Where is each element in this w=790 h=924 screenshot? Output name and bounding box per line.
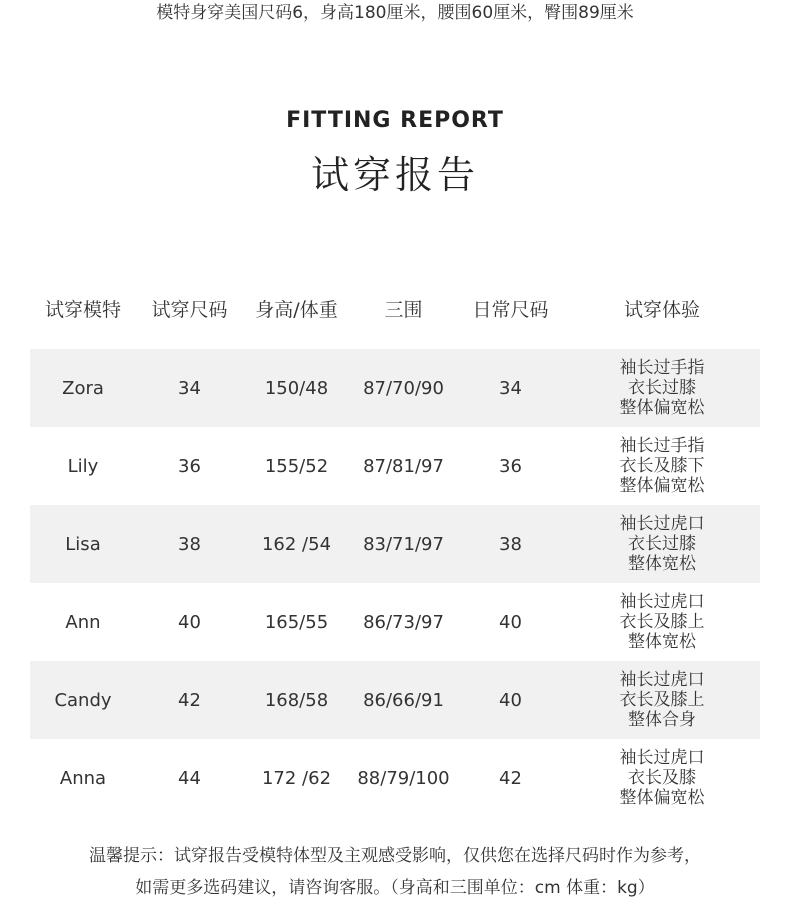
- model-name: Lisa: [65, 533, 101, 555]
- height-weight: 165/55: [264, 611, 329, 633]
- experience-line: 衣长及膝上: [619, 612, 705, 632]
- header-size: 试穿尺码: [151, 298, 228, 321]
- try-size: 40: [178, 611, 201, 633]
- try-size: 44: [178, 767, 201, 789]
- daily-size: 40: [499, 689, 522, 711]
- experience: [564, 670, 760, 730]
- model-name: Zora: [62, 377, 104, 399]
- experience-line: 整体偏宽松: [619, 476, 705, 496]
- experience-line: 整体宽松: [628, 632, 696, 652]
- footer-line-2: 如需更多选码建议，请咨询客服。（身高和三围单位：cm 体重：kg）: [135, 878, 655, 898]
- experience-line: 袖长过虎口: [619, 592, 705, 612]
- table-row: [30, 505, 760, 583]
- height-weight: 150/48: [264, 377, 329, 399]
- experience: [564, 748, 760, 808]
- measurements: 86/66/91: [363, 689, 444, 711]
- experience-line: 整体宽松: [628, 554, 696, 574]
- daily-size: 42: [499, 767, 522, 789]
- experience-line: 衣长过膝: [628, 378, 696, 398]
- experience-line: 袖长过虎口: [619, 514, 705, 534]
- model-name: Ann: [65, 611, 101, 633]
- experience-line: 衣长及膝下: [619, 456, 705, 476]
- table-row: [30, 661, 760, 739]
- experience-line: 袖长过手指: [619, 436, 705, 456]
- height-weight: 162 /54: [261, 533, 332, 555]
- experience-line: 袖长过虎口: [619, 670, 705, 690]
- try-size: 34: [178, 377, 201, 399]
- experience-line: 衣长及膝: [628, 768, 696, 788]
- height-weight: 168/58: [264, 689, 329, 711]
- daily-size: 40: [499, 611, 522, 633]
- height-weight: 155/52: [264, 455, 329, 477]
- experience: [564, 358, 760, 418]
- measurements: 87/70/90: [363, 377, 444, 399]
- header-measurements: 三围: [384, 298, 423, 321]
- header-model: 试穿模特: [44, 298, 121, 321]
- model-name: Anna: [59, 767, 107, 789]
- experience-line: 整体合身: [628, 710, 696, 730]
- height-weight: 172 /62: [261, 767, 332, 789]
- footer-line-1: 温馨提示：试穿报告受模特体型及主观感受影响，仅供您在选择尺码时作为参考，: [89, 846, 701, 866]
- daily-size: 34: [499, 377, 522, 399]
- experience: [564, 436, 760, 496]
- try-size: 38: [178, 533, 201, 555]
- measurements: 87/81/97: [363, 455, 444, 477]
- experience-line: 衣长过膝: [628, 534, 696, 554]
- header-height-weight: 身高/体重: [255, 298, 338, 321]
- table-row: [30, 583, 760, 661]
- try-size: 36: [178, 455, 201, 477]
- experience: [564, 592, 760, 652]
- table-row: [30, 427, 760, 505]
- daily-size: 38: [499, 533, 522, 555]
- header-experience: 试穿体验: [623, 298, 700, 321]
- table-header-row: [30, 284, 760, 332]
- table-row: [30, 349, 760, 427]
- experience-line: 整体偏宽松: [619, 398, 705, 418]
- daily-size: 36: [499, 455, 522, 477]
- table-row: [30, 739, 760, 817]
- title-chinese: 试穿报告: [310, 153, 479, 197]
- measurements: 83/71/97: [363, 533, 444, 555]
- measurements: 88/79/100: [357, 767, 450, 789]
- title-english: FITTING REPORT: [286, 108, 504, 133]
- experience-line: 袖长过虎口: [619, 748, 705, 768]
- footer-note: [0, 840, 790, 904]
- experience-line: 衣长及膝上: [619, 690, 705, 710]
- model-name: Candy: [54, 689, 112, 711]
- experience-line: 整体偏宽松: [619, 788, 705, 808]
- experience: [564, 514, 760, 574]
- model-size-note: 模特身穿美国尺码6，身高180厘米，腰围60厘米，臀围89厘米: [156, 3, 634, 23]
- experience-line: 袖长过手指: [619, 358, 705, 378]
- measurements: 86/73/97: [363, 611, 444, 633]
- fitting-table: [30, 284, 760, 817]
- header-daily-size: 日常尺码: [472, 298, 549, 321]
- try-size: 42: [178, 689, 201, 711]
- model-name: Lily: [67, 455, 99, 477]
